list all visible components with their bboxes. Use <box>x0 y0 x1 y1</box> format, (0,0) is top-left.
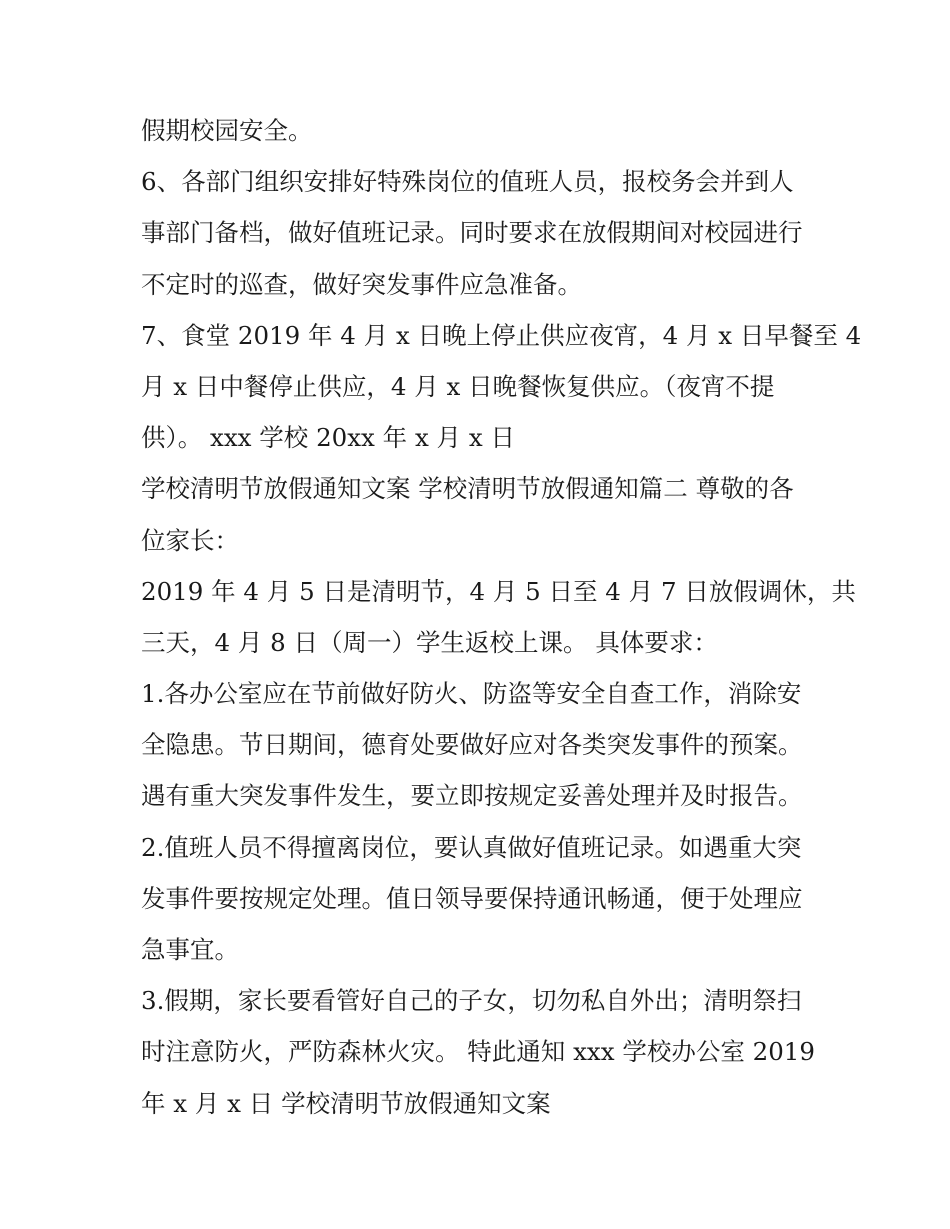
text-line: 1.各办公室应在节前做好防火、防盗等安全自查工作，消除安 <box>141 679 802 709</box>
text-line: 3.假期，家长要看管好自己的子女，切勿私自外出；清明祭扫 <box>141 986 802 1016</box>
document-body <box>141 105 862 1129</box>
text-line: 供）。 xxx 学校 20xx 年 x 月 x 日 <box>141 423 515 453</box>
text-line: 急事宜。 <box>141 935 239 964</box>
text-line: 6、各部门组织安排好特殊岗位的值班人员，报校务会并到人 <box>141 167 794 197</box>
text-line: 7、食堂 2019 年 4 月 x 日晚上停止供应夜宵，4 月 x 日早餐至 4 <box>141 320 862 350</box>
text-line: 位家长： <box>141 525 239 555</box>
text-line: 假期校园安全。 <box>141 116 313 145</box>
text-line: 月 x 日中餐停止供应，4 月 x 日晚餐恢复供应。（夜宵不提 <box>141 371 775 401</box>
text-line: 发事件要按规定处理。值日领导要保持通讯畅通，便于处理应 <box>141 883 803 913</box>
text-line: 学校清明节放假通知文案 学校清明节放假通知篇二 尊敬的各 <box>141 474 794 504</box>
text-line: 时注意防火，严防森林火灾。 特此通知 xxx 学校办公室 2019 <box>141 1037 815 1067</box>
text-line: 三天，4 月 8 日（周一）学生返校上课。 具体要求： <box>141 627 718 657</box>
text-line: 事部门备档，做好值班记录。同时要求在放假期间对校园进行 <box>141 218 803 248</box>
text-line: 遇有重大突发事件发生，要立即按规定妥善处理并及时报告。 <box>141 781 803 811</box>
text-line: 2.值班人员不得擅离岗位，要认真做好值班记录。如遇重大突 <box>141 832 802 862</box>
text-line: 年 x 月 x 日 学校清明节放假通知文案 <box>141 1088 551 1118</box>
text-line: 不定时的巡查，做好突发事件应急准备。 <box>141 269 582 299</box>
text-line: 2019 年 4 月 5 日是清明节，4 月 5 日至 4 月 7 日放假调休，共 <box>141 576 856 606</box>
text-line: 全隐患。节日期间，德育处要做好应对各类突发事件的预案。 <box>141 730 803 760</box>
